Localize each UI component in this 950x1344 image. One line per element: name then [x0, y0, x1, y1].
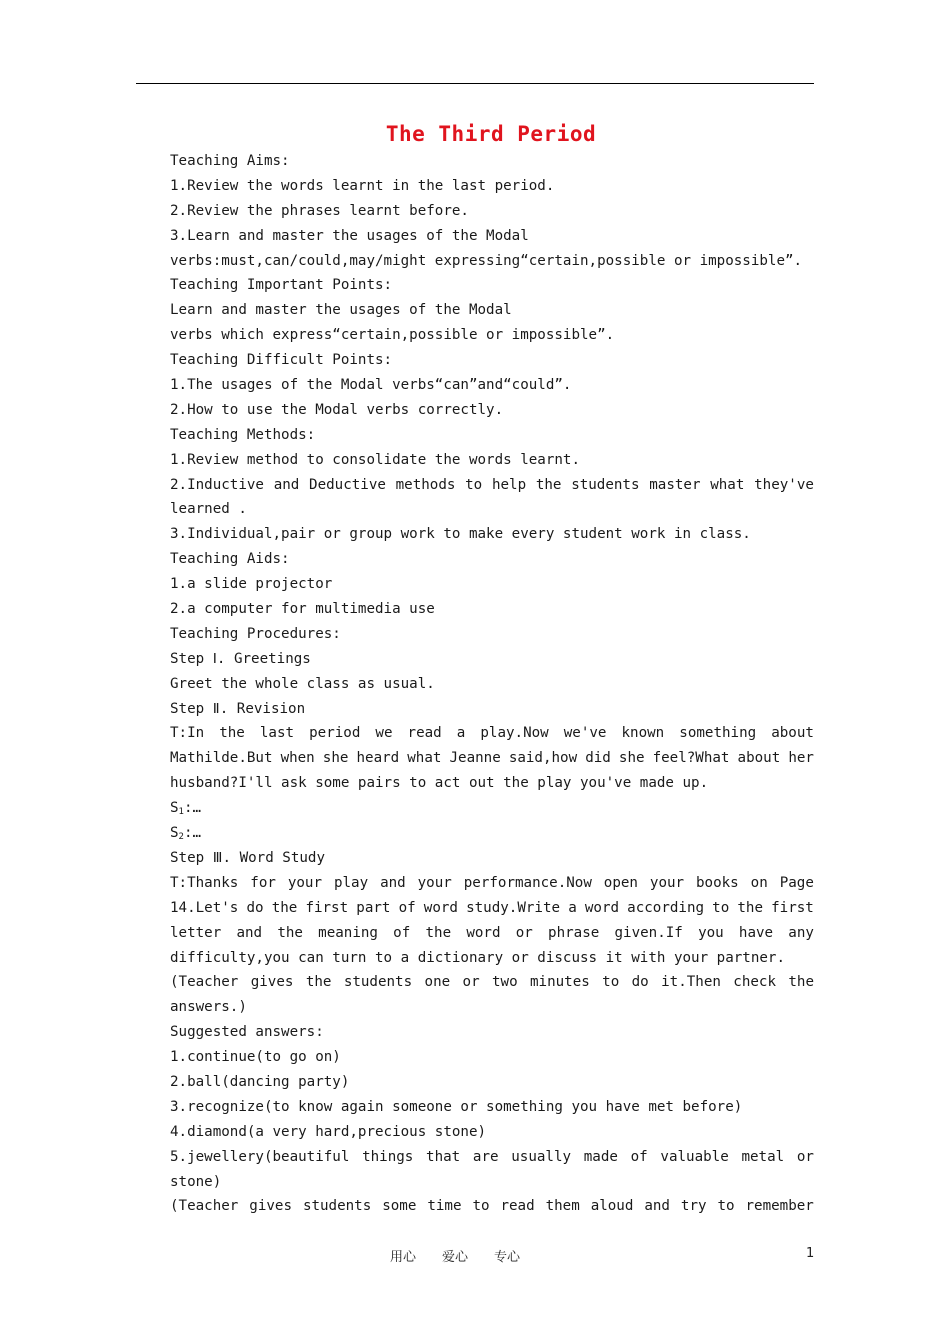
text-line: 3.Learn and master the usages of the Modal: [170, 227, 529, 244]
text-line: $S_1:\dots$: [170, 800, 202, 818]
text-line: Teaching Difficult Points:: [170, 352, 393, 369]
document-title: The Third Period: [385, 122, 597, 146]
text-line: 5.jewellery(beautiful things that are usually made of valuable metal or: [170, 1148, 814, 1165]
text-line: 1.The usages of the Modal verbs“can”and“could”.: [170, 377, 572, 394]
text-line: T:In the last period we read a play.Now we've known something about: [170, 725, 814, 742]
text-line: letter and the meaning of the word or phrase given.If you have any: [170, 924, 814, 941]
text-line: 2.a computer for multimedia use: [170, 601, 435, 618]
text-line: Step Ⅰ. Greetings: [170, 650, 311, 667]
text-line: 2.Inductive and Deductive methods to help the students master what they've: [170, 476, 814, 493]
text-line: 2.Review the phrases learnt before.: [170, 202, 469, 219]
text-line: 1.continue(to go on): [170, 1049, 341, 1066]
text-line: 2.ball(dancing party): [170, 1073, 350, 1090]
footer-motto: [390, 1246, 546, 1265]
text-line: Learn and master the usages of the Modal: [170, 302, 512, 319]
text-line: stone): [170, 1173, 222, 1190]
text-line: (Teacher gives the students one or two minutes to do it.Then check the: [170, 974, 814, 991]
text-line: Teaching Aims:: [170, 153, 290, 169]
text-line: 14.Let's do the first part of word study.Write a word according to the first: [170, 899, 814, 916]
text-line: verbs which express“certain,possible or impossible”.: [170, 327, 615, 344]
header-rule: [136, 83, 814, 84]
footer-motto-word: 专心: [494, 1250, 521, 1265]
text-line: T:Thanks for your play and your performance.Now open your books on Page: [170, 874, 814, 891]
text-line: verbs:must,can/could,may/might expressing“certain,possible or impossible”.: [170, 252, 803, 269]
text-line: 1.Review the words learnt in the last period.: [170, 177, 555, 194]
text-line: 3.Individual,pair or group work to make every student work in class.: [170, 526, 751, 543]
text-line: Mathilde.But when she heard what Jeanne said,how did she feel?What about her: [170, 750, 814, 767]
text-line: 1.Review method to consolidate the words learnt.: [170, 451, 580, 468]
text-line: (Teacher gives students some time to read them aloud and try to remember: [170, 1198, 814, 1215]
text-line: Step Ⅲ. Word Study: [170, 849, 325, 866]
text-line: 2.How to use the Modal verbs correctly.: [170, 401, 504, 418]
text-line: $S_2:\dots$: [170, 825, 202, 843]
document-body: [170, 149, 814, 1219]
text-line: learned .: [170, 501, 247, 518]
text-line: Teaching Procedures:: [170, 625, 341, 642]
footer-motto-word: 爱心: [442, 1250, 469, 1265]
text-line: 4.diamond(a very hard,precious stone): [170, 1123, 487, 1140]
text-line: Teaching Methods:: [170, 426, 316, 443]
text-line: Teaching Important Points:: [170, 277, 393, 294]
page-number: 1: [806, 1246, 815, 1261]
text-line: answers.): [170, 999, 247, 1016]
text-line: Greet the whole class as usual.: [170, 675, 435, 692]
text-line: Suggested answers:: [170, 1024, 324, 1041]
text-line: 1.a slide projector: [170, 576, 333, 593]
page-footer: [0, 1246, 950, 1270]
text-line: husband?I'll ask some pairs to act out the play you've made up.: [170, 775, 709, 792]
text-line: difficulty,you can turn to a dictionary or discuss it with your partner.: [170, 949, 785, 966]
footer-motto-word: 用心: [390, 1250, 417, 1265]
text-line: Teaching Aids:: [170, 551, 290, 568]
text-line: Step Ⅱ. Revision: [170, 700, 306, 717]
text-line: 3.recognize(to know again someone or something you have met before): [170, 1098, 743, 1115]
